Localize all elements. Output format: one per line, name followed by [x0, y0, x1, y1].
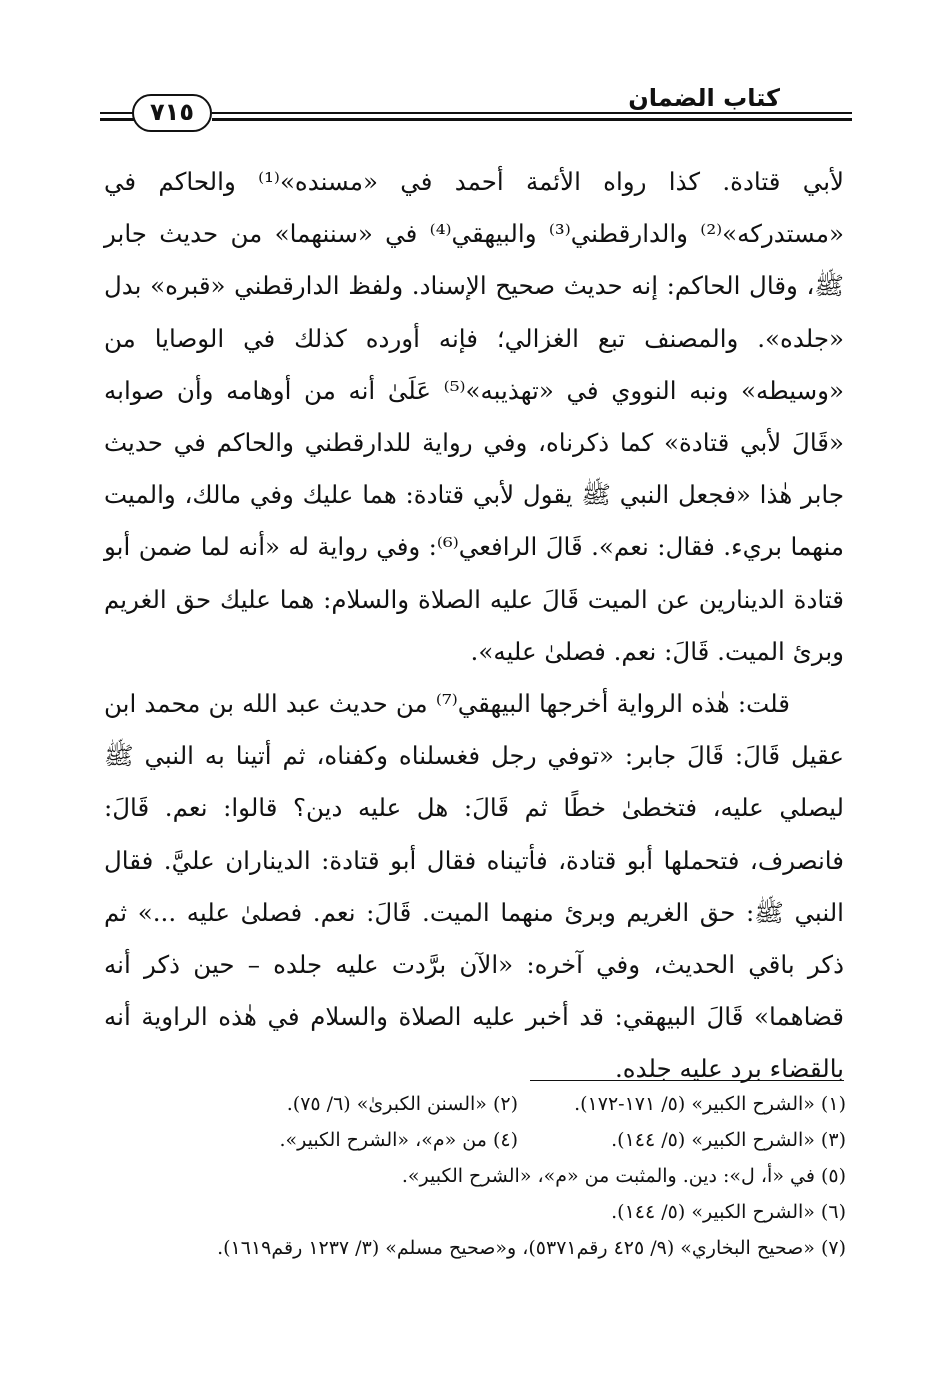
page-number: ٧١٥ [132, 94, 212, 132]
footnotes [104, 1086, 846, 1266]
footnote-row [104, 1086, 846, 1122]
page-header [100, 80, 852, 130]
paragraph: قلت: هٰذه الرواية أخرجها البيهقي⁽⁷⁾ من حديث عبد الله بن محمد ابن عقيل قَالَ: قَالَ جابر: «توفي رجل فغسلناه وكفناه، ثم أتينا به النبي ﷺ ليصلي عليه، فتخطىٰ خطًا ثم قَالَ: هل عليه دين؟ قالوا: نعم. قَالَ: فانصرف، فتحملها أبو قتادة، فأتيناه فقال أبو قتادة: الديناران عليَّ. فقال النبي ﷺ: حق الغريم وبرئ منهما الميت. قَالَ: نعم. فصلىٰ عليه ...» ثم ذكر باقي الحديث، وفي آخره: «الآن برَّدت عليه جلده – حين ذكر أنه قضاهما» قَالَ البيهقي: قد أخبر عليه الصلاة والسلام في هٰذه الراوية أنه بالقضاء برد عليه جلده. [104, 689, 844, 1084]
footnote: (٥) في «أ، ل»: دين. والمثبت من «م»، «الشرح الكبير». [401, 1165, 846, 1187]
header-rule [100, 118, 134, 121]
footnote-divider [530, 1080, 844, 1081]
footnote: (٢) «السنن الكبرىٰ» (٦/ ٧٥). [286, 1093, 518, 1115]
footnote: (٣) «الشرح الكبير» (٥/ ١٤٤). [611, 1129, 846, 1151]
main-text [104, 156, 844, 1096]
book-title: كتاب الضمان [628, 84, 780, 112]
header-rule [212, 112, 852, 114]
header-rule [100, 112, 134, 114]
footnote: (٤) من «م»، «الشرح الكبير». [279, 1129, 518, 1151]
footnote: (١) «الشرح الكبير» (٥/ ١٧١-١٧٢). [574, 1093, 846, 1115]
header-rule [212, 118, 852, 121]
footnote: (٦) «الشرح الكبير» (٥/ ١٤٤). [611, 1201, 846, 1223]
footnote-row [104, 1122, 846, 1158]
footnote: (٧) «صحيح البخاري» (٩/ ٤٢٥ رقم٥٣٧١)، و«صحيح مسلم» (٣/ ١٢٣٧ رقم١٦١٩). [217, 1237, 846, 1259]
paragraph: لأبي قتادة. كذا رواه الأئمة أحمد في «مسنده»⁽¹⁾ والحاكم في «مستدركه»⁽²⁾ والدارقطني⁽³⁾ والبيهقي⁽⁴⁾ في «سننهما» من حديث جابر ﷺ، وقال الحاكم: إنه حديث صحيح الإسناد. ولفظ الدارقطني «قبره» بدل «جلده». والمصنف تبع الغزالي؛ فإنه أورده كذلك في الوصايا من «وسيطه» ونبه النووي في «تهذيبه»⁽⁵⁾ عَلَىٰ أنه من أوهامه وأن صوابه «قَالَ لأبي قتادة» كما ذكرناه، وفي رواية للدارقطني والحاكم في حديث جابر هٰذا «فجعل النبي ﷺ يقول لأبي قتادة: هما عليك وفي مالك، والميت منهما بريء. فقال: نعم». قَالَ الرافعي⁽⁶⁾: وفي رواية له «أنه لما ضمن أبو قتادة الدينارين عن الميت قَالَ عليه الصلاة والسلام: هما عليك حق الغريم وبرئ الميت. قَالَ: نعم. فصلىٰ عليه». [104, 167, 845, 666]
